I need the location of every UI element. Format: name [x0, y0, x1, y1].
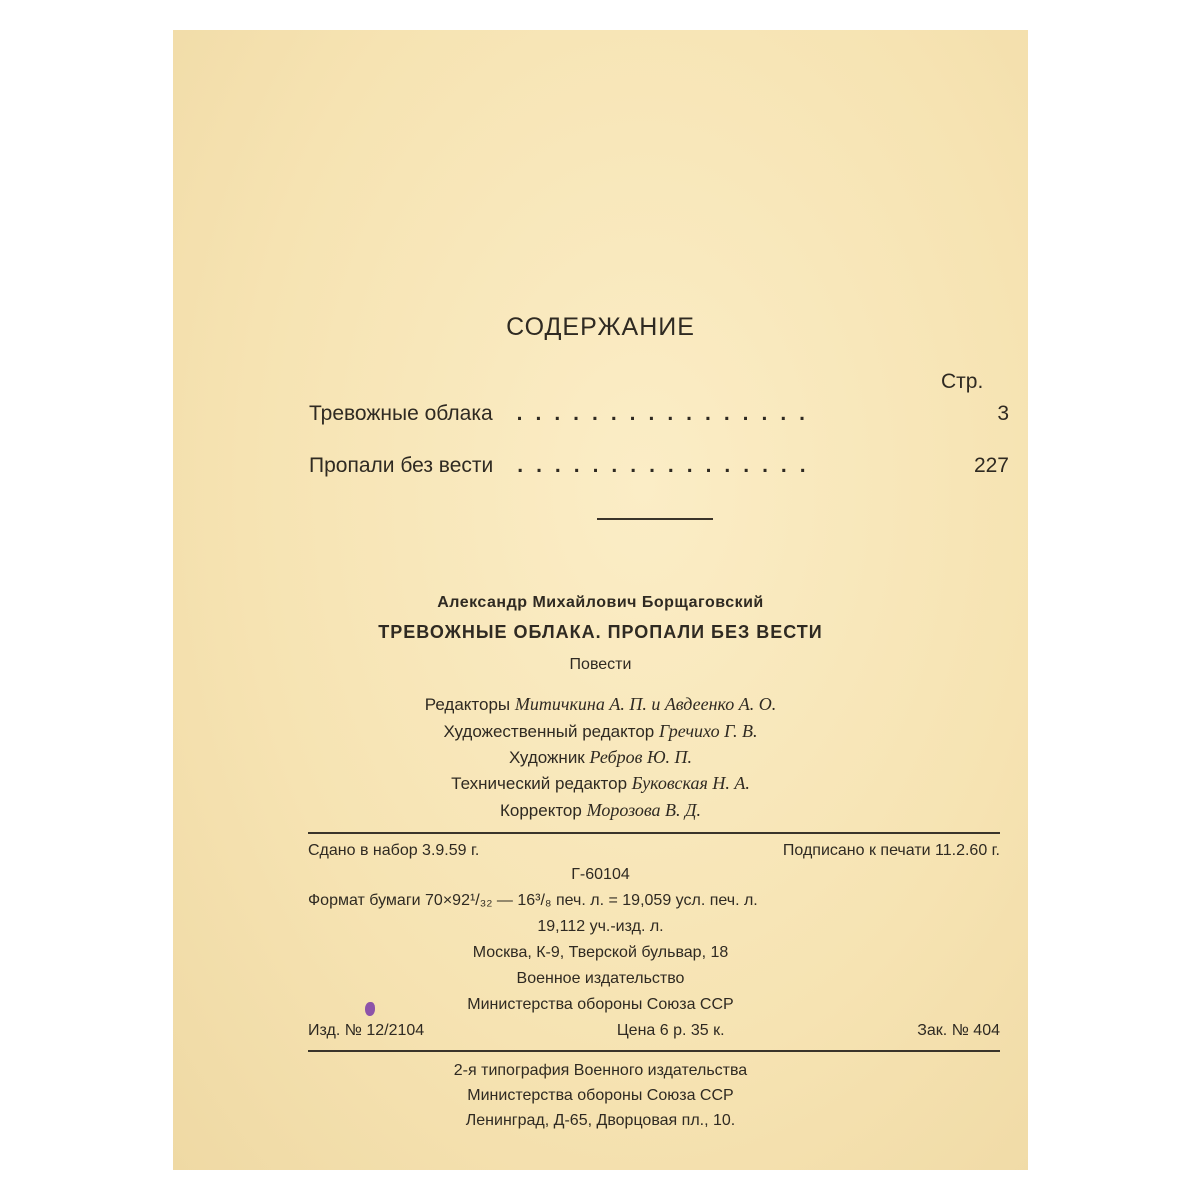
credit-line — [173, 773, 1028, 794]
credit-role: Художественный редактор — [443, 722, 655, 741]
author-name: Александр Михайлович Борщаговский — [437, 594, 764, 611]
sent-to-set: Сдано в набор 3.9.59 г. — [308, 842, 480, 859]
imprint-numbers-row — [308, 1022, 1000, 1040]
paper-format: Формат бумаги 70×92¹/₃₂ — 16³/₈ печ. л. = 19,059 усл. печ. л. — [308, 892, 758, 909]
toc-leader-dots: ................ — [516, 402, 819, 425]
printer-line: Министерства обороны Союза ССР — [467, 1087, 734, 1104]
credit-names: Ребров Ю. П. — [589, 747, 693, 767]
credit-names: Морозова В. Д. — [586, 800, 702, 820]
credit-role: Корректор — [499, 801, 582, 820]
book-title: ТРЕВОЖНЫЕ ОБЛАКА. ПРОПАЛИ БЕЗ ВЕСТИ — [378, 622, 823, 642]
order-number: Зак. № 404 — [917, 1022, 1000, 1039]
imprint-code: Г-60104 — [571, 866, 630, 883]
toc-entry — [309, 402, 1009, 426]
signed-to-print: Подписано к печати 11.2.60 г. — [782, 842, 1000, 859]
credit-role: Художник — [508, 748, 585, 767]
printer-line: 2-я типография Военного издательства — [453, 1062, 748, 1079]
toc-title: СОДЕРЖАНИЕ — [506, 313, 695, 341]
credit-line — [173, 747, 1028, 768]
imprint-dates-row — [308, 842, 1000, 860]
credit-names: Гречихо Г. В. — [658, 721, 758, 741]
paper-format-cont: 19,112 уч.-изд. л. — [537, 918, 664, 935]
toc-entry — [309, 454, 1009, 478]
section-divider — [597, 518, 713, 520]
toc-entry-label: Пропали без вести — [309, 454, 494, 477]
publisher-address: Москва, К-9, Тверской бульвар, 18 — [472, 944, 729, 961]
toc-entry-page: 227 — [973, 454, 1009, 477]
ink-stamp-mark — [365, 1002, 375, 1016]
toc-page-header: Стр. — [941, 370, 984, 393]
publisher-name: Военное издательство — [516, 970, 685, 987]
book-genre: Повести — [569, 656, 632, 673]
credit-line — [173, 721, 1028, 742]
price: Цена 6 р. 35 к. — [616, 1022, 725, 1039]
publisher-ministry: Министерства обороны Союза ССР — [467, 996, 734, 1013]
credit-role: Технический редактор — [451, 774, 628, 793]
toc-entry-page: 3 — [997, 402, 1009, 425]
toc-entry-label: Тревожные облака — [309, 402, 493, 425]
credit-role: Редакторы — [424, 695, 511, 714]
credit-names: Буковская Н. А. — [631, 773, 750, 793]
imprint-bottom-rule — [308, 1050, 1000, 1052]
credit-names: Митичкина А. П. и Авдеенко А. О. — [514, 694, 777, 714]
credit-line — [173, 694, 1028, 715]
toc-leader-dots: ................ — [517, 454, 819, 477]
imprint-top-rule — [308, 832, 1000, 834]
book-page — [173, 30, 1028, 1170]
izd-number: Изд. № 12/2104 — [308, 1022, 425, 1039]
printer-address: Ленинград, Д-65, Дворцовая пл., 10. — [465, 1112, 736, 1129]
credit-line — [173, 800, 1028, 821]
